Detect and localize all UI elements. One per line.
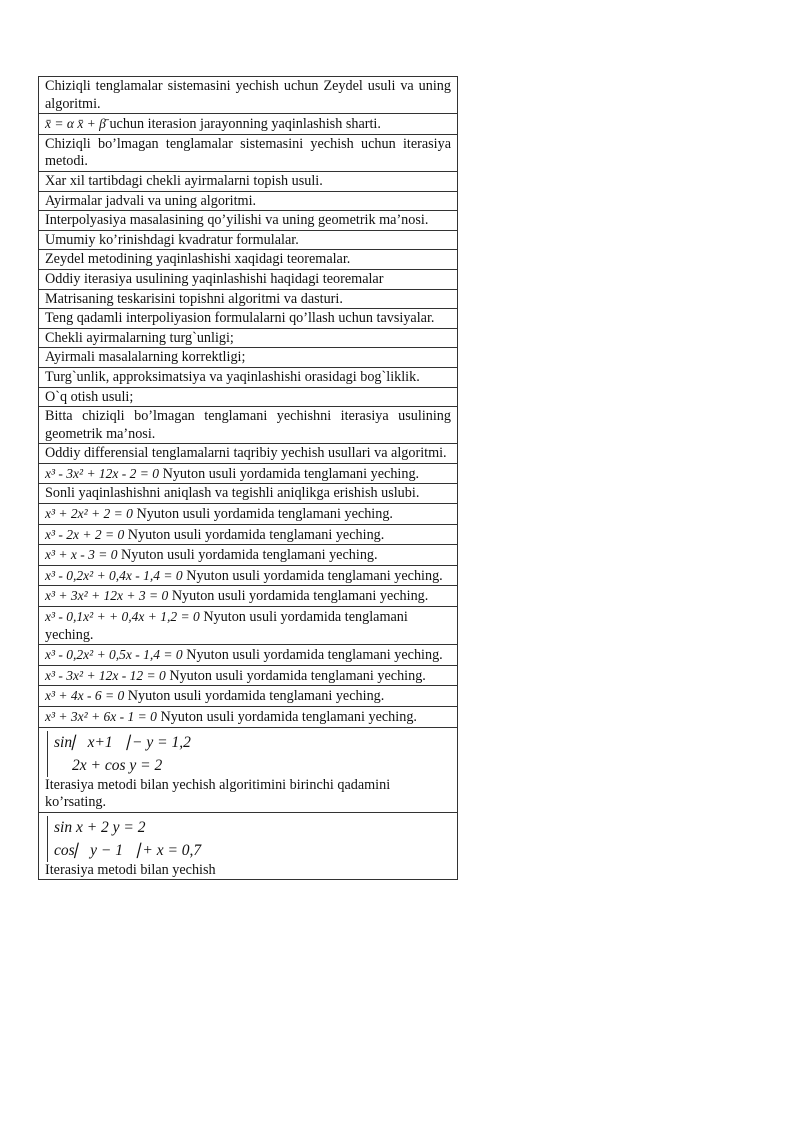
table-row bbox=[38, 192, 458, 212]
row-text: Nyuton usuli yordamida tenglamani yeching. bbox=[159, 465, 420, 482]
system-equation: 2x + cos y = 2 bbox=[72, 756, 163, 774]
row-text: Zeydel metodining yaqinlashishi xaqidagi teoremalar. bbox=[45, 251, 351, 268]
table-row bbox=[38, 444, 458, 464]
table-row bbox=[38, 464, 458, 485]
row-text: Oddiy differensial tenglamalarni taqribiy yechish usullari va algoritmi. bbox=[45, 445, 447, 462]
row-formula: x³ - 0,2x² + 0,4x - 1,4 = 0 bbox=[45, 567, 183, 583]
row-text: Bitta chiziqli bo’lmagan tenglamani yechishni iterasiya usulining geometrik ma’nosi. bbox=[45, 408, 451, 442]
row-text: Nyuton usuli yordamida tenglamani yeching. bbox=[124, 688, 385, 705]
row-text: Teng qadamli interpoliyasion formulalarni qo’llash uchun tavsiyalar. bbox=[45, 310, 435, 327]
table-row bbox=[38, 525, 458, 546]
equation-system bbox=[45, 814, 451, 862]
row-formula: x³ - 0,1x² + + 0,4x + 1,2 = 0 bbox=[45, 609, 200, 625]
row-text: Chiziqli bo’lmagan tenglamalar sistemasini yechish uchun iterasiya metodi. bbox=[45, 135, 451, 170]
table-row bbox=[38, 270, 458, 290]
table-row bbox=[38, 290, 458, 310]
row-formula: x³ + 3x² + 6x - 1 = 0 bbox=[45, 709, 157, 724]
system-equation: sin⎸x+1⎹ − y = 1,2 bbox=[54, 733, 191, 751]
row-text: Xar xil tartibdagi chekli ayirmalarni topish usuli. bbox=[45, 172, 323, 189]
row-text: Sonli yaqinlashishni aniqlash va tegishli aniqlikga erishish uslubi. bbox=[45, 485, 420, 502]
row-text: Nyuton usuli yordamida tenglamani yeching. bbox=[132, 506, 393, 523]
table-row bbox=[38, 211, 458, 231]
table-row bbox=[38, 172, 458, 192]
row-formula: x³ + 2x² + 2 = 0 bbox=[45, 506, 133, 522]
row-text: Iterasiya metodi bilan yechish bbox=[45, 861, 216, 878]
row-formula: x³ - 3x² + 12x - 12 = 0 bbox=[45, 667, 166, 683]
questions-table bbox=[38, 76, 458, 880]
row-text: Oddiy iterasiya usulining yaqinlashishi haqidagi teoremalar bbox=[45, 270, 384, 287]
row-text: Interpolyasiya masalasining qo’yilishi va uning geometrik ma’nosi. bbox=[45, 212, 429, 229]
equation-system bbox=[45, 729, 451, 777]
table-row bbox=[38, 586, 458, 607]
table-row bbox=[38, 686, 458, 707]
row-formula: x³ - 3x² + 12x - 2 = 0 bbox=[45, 465, 160, 481]
row-text: Nyuton usuli yordamida tenglamani yeching. bbox=[45, 609, 408, 643]
row-text: uchun iterasion jarayonning yaqinlashish sharti. bbox=[105, 116, 381, 133]
row-text: Ayirmali masalalarning korrektligi; bbox=[45, 349, 246, 366]
table-row bbox=[38, 76, 458, 114]
row-text: Nyuton usuli yordamida tenglamani yeching. bbox=[156, 709, 417, 725]
row-formula: x³ + 4x - 6 = 0 bbox=[45, 688, 125, 704]
table-row bbox=[38, 348, 458, 368]
table-row bbox=[38, 135, 458, 172]
table-row bbox=[38, 813, 458, 881]
row-text: Turg`unlik, approksimatsiya va yaqinlashishi orasidagi bog`liklik. bbox=[45, 368, 420, 385]
row-formula: x³ + x - 3 = 0 bbox=[45, 547, 118, 563]
system-brace bbox=[47, 816, 201, 862]
row-text: Iterasiya metodi bilan yechish algoritimini birinchi qadamini ko’rsating. bbox=[45, 776, 391, 811]
row-text: Ayirmalar jadvali va uning algoritmi. bbox=[45, 192, 257, 209]
row-text: Matrisaning teskarisini topishni algoritmi va dasturi. bbox=[45, 290, 343, 307]
row-text: Nyuton usuli yordamida tenglamani yeching. bbox=[182, 647, 443, 664]
row-text: Nyuton usuli yordamida tenglamani yeching. bbox=[182, 567, 443, 584]
row-text: Nyuton usuli yordamida tenglamani yeching. bbox=[168, 588, 429, 605]
table-row bbox=[38, 309, 458, 329]
row-formula: x̄ = α x̄ + β̄ bbox=[45, 116, 106, 132]
table-row bbox=[38, 329, 458, 349]
row-text: Nyuton usuli yordamida tenglamani yeching. bbox=[117, 547, 378, 564]
row-formula: x³ - 0,2x² + 0,5x - 1,4 = 0 bbox=[45, 647, 183, 663]
table-row bbox=[38, 707, 458, 728]
row-text: Chiziqli tenglamalar sistemasini yechish uchun Zeydel usuli va uning algoritmi. bbox=[45, 78, 451, 112]
row-text: Nyuton usuli yordamida tenglamani yeching. bbox=[124, 526, 385, 543]
table-row bbox=[38, 114, 458, 135]
table-row bbox=[38, 407, 458, 444]
system-brace bbox=[47, 731, 191, 777]
table-row bbox=[38, 368, 458, 388]
table-row bbox=[38, 645, 458, 666]
row-text: Umumiy ko’rinishdagi kvadratur formulalar. bbox=[45, 231, 299, 248]
table-row bbox=[38, 250, 458, 270]
table-row bbox=[38, 388, 458, 408]
table-row bbox=[38, 666, 458, 687]
row-text: Chekli ayirmalarning turg`unligi; bbox=[45, 329, 234, 346]
system-equation: sin x + 2 y = 2 bbox=[54, 818, 146, 836]
row-formula: x³ + 3x² + 12x + 3 = 0 bbox=[45, 588, 169, 604]
table-row bbox=[38, 728, 458, 813]
table-row bbox=[38, 607, 458, 645]
row-text: Nyuton usuli yordamida tenglamani yeching. bbox=[165, 667, 426, 684]
row-text: O`q otish usuli; bbox=[45, 388, 134, 405]
table-row bbox=[38, 231, 458, 251]
table-row bbox=[38, 504, 458, 525]
table-row bbox=[38, 484, 458, 504]
table-row bbox=[38, 566, 458, 587]
system-equation: cos⎸y − 1⎹ + x = 0,7 bbox=[54, 841, 202, 859]
row-formula: x³ - 2x + 2 = 0 bbox=[45, 526, 125, 542]
table-row bbox=[38, 545, 458, 566]
